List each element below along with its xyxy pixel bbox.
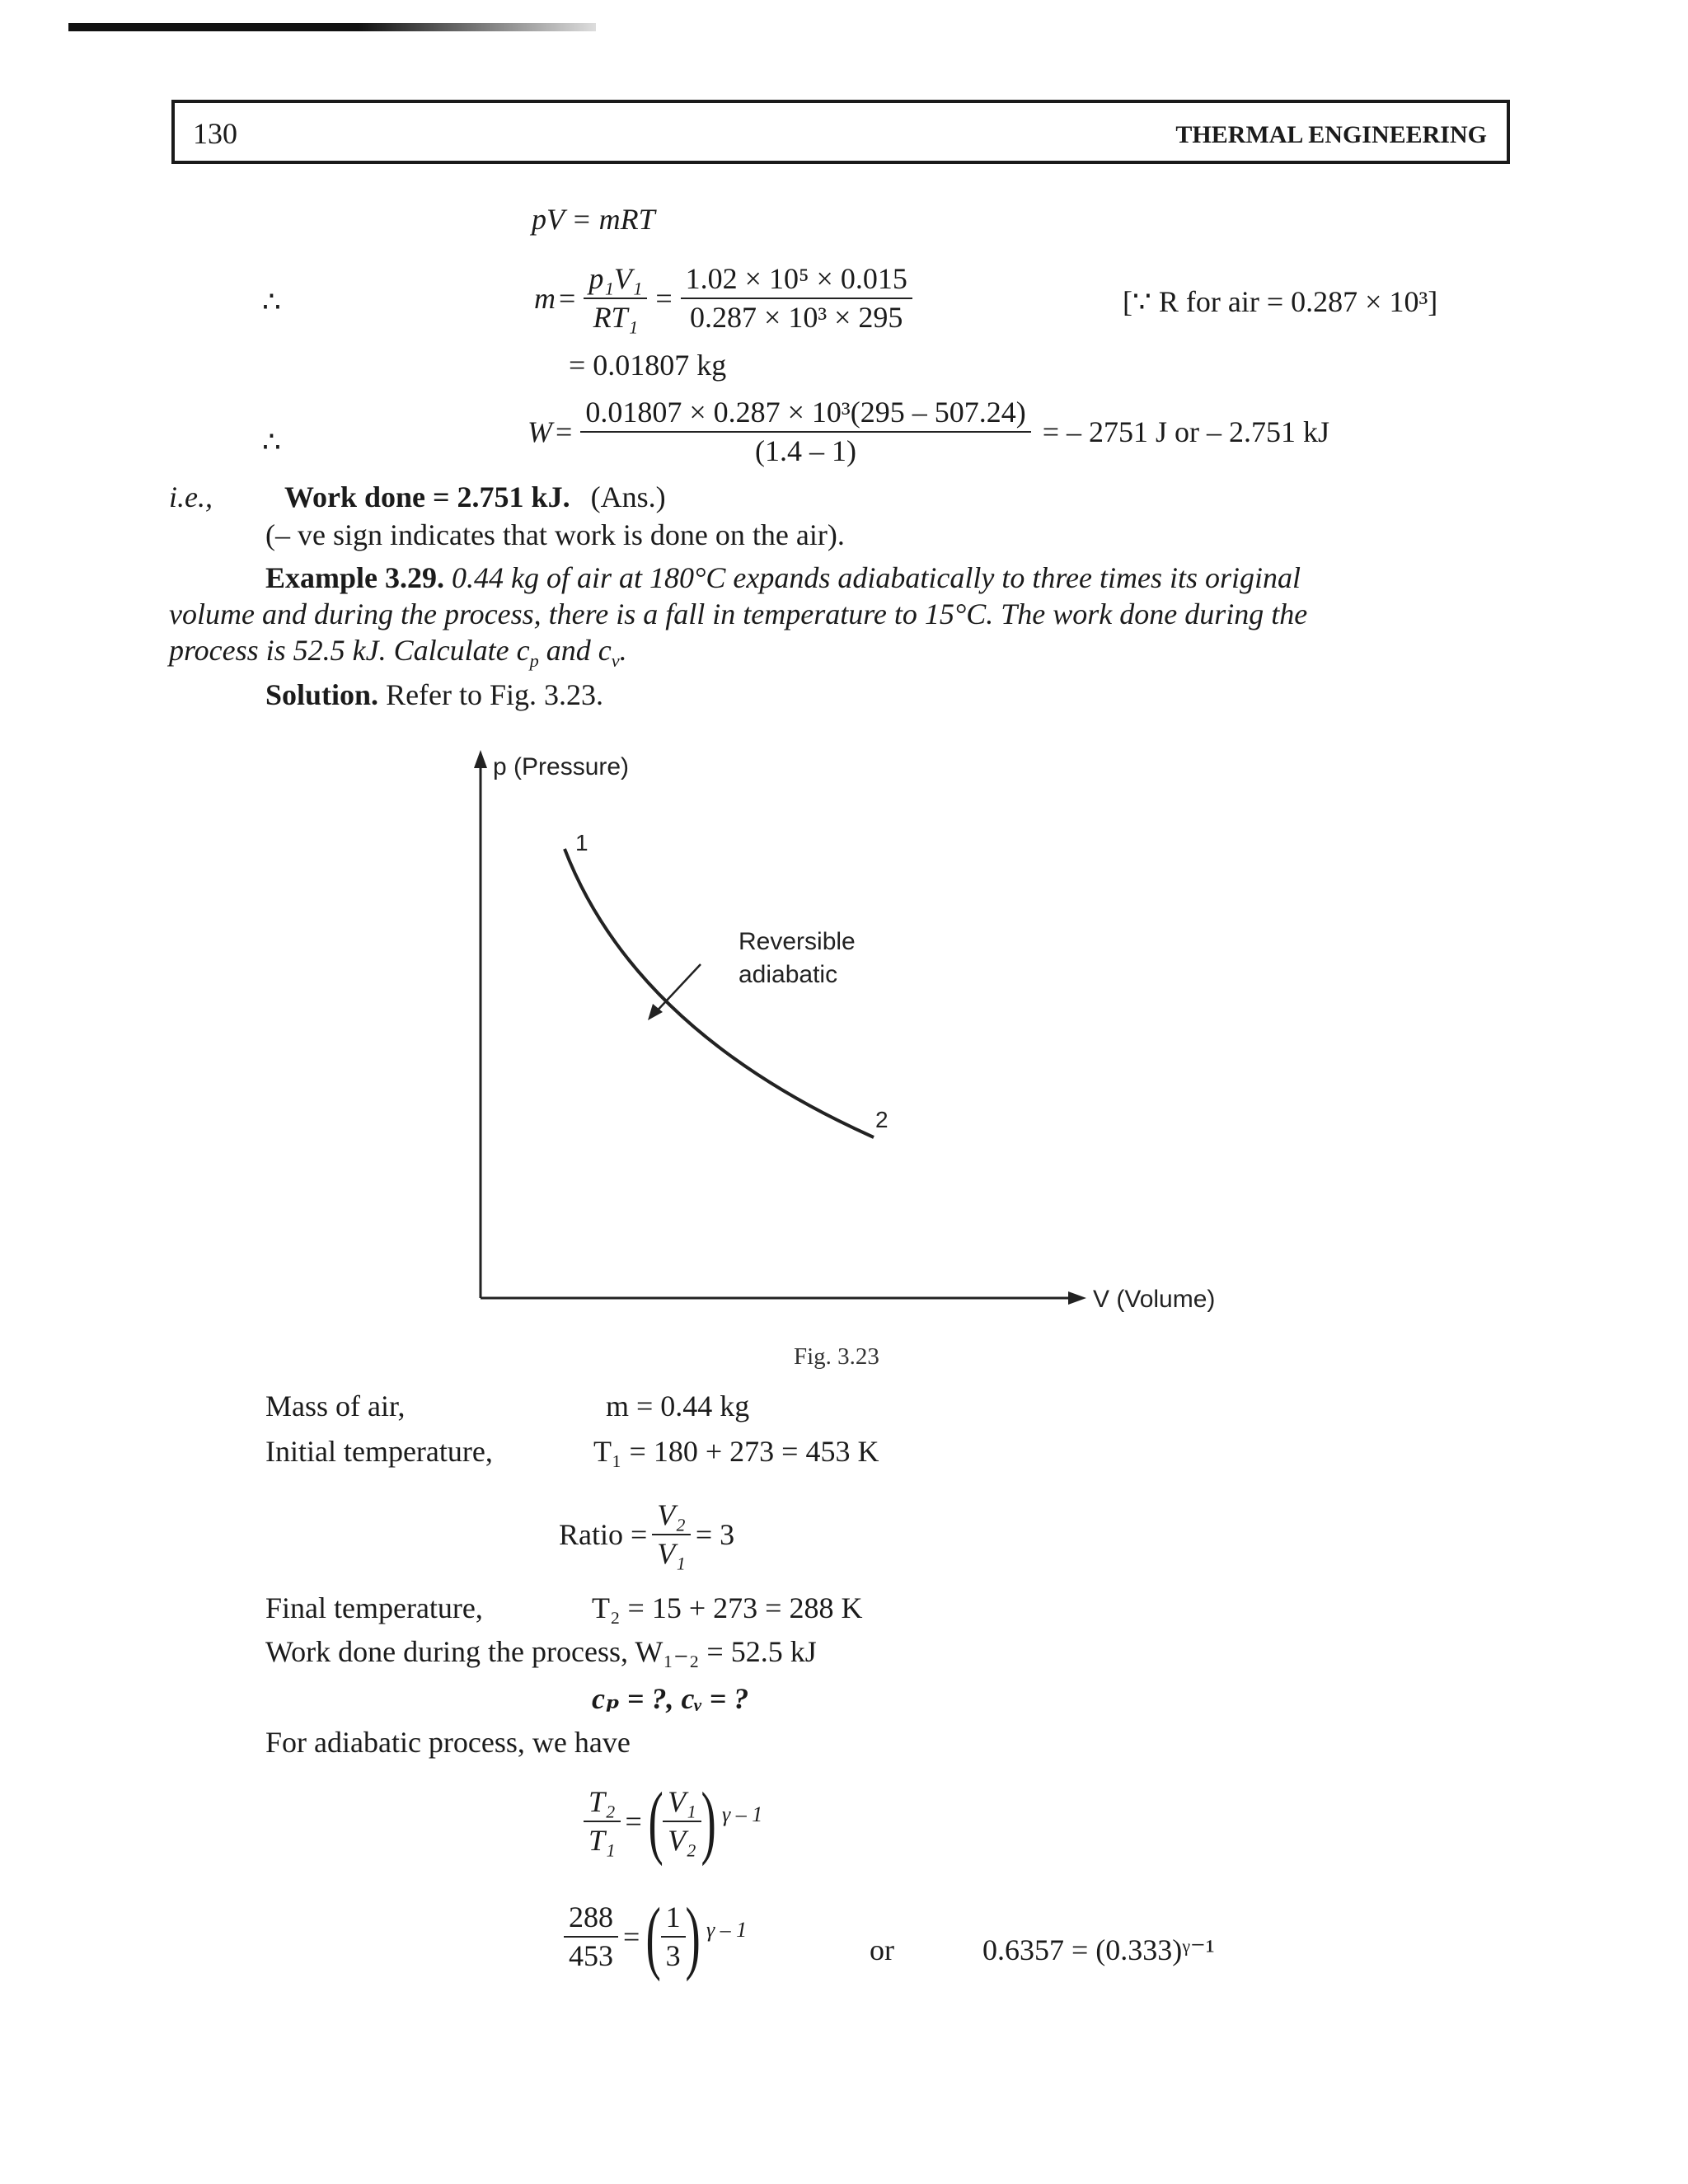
- sign-note: (– ve sign indicates that work is done on the air).: [265, 518, 845, 551]
- example-label: Example 3.29.: [265, 561, 445, 594]
- numeric-result: 0.6357 = (0.333)ᵞ⁻¹: [982, 1933, 1215, 1966]
- example-line-3: [169, 633, 627, 672]
- mass-value: m = 0.44 kg: [606, 1390, 750, 1422]
- work-fraction: [580, 396, 1030, 469]
- adiabatic-relation: $\frac{\text{T₂}}{\text{T₁}}$ = ( $\frac{\text{V₁}}{\text{V₂}}$ ) γ – 1: [579, 1780, 762, 1863]
- subscript: p: [529, 650, 539, 672]
- pv-diagram: [462, 742, 1286, 1335]
- fraction-numerator: p₁V₁: [584, 262, 647, 299]
- final-temperature-value: T₂ = 15 + 273 = 288 K: [592, 1591, 863, 1624]
- work-equation: W = $\frac{\text{0.01807 × 0.287 × 10³(295 – 507.24)}}{(1.4 - 1)}$ = – 2751 J or – 2.751 kJ: [528, 396, 1329, 468]
- ie-label: i.e.,: [169, 480, 213, 513]
- fraction-denominator: RT₁: [593, 301, 639, 335]
- mass-fraction-numeric: [681, 262, 912, 335]
- fraction-numerator: T₂: [584, 1785, 621, 1822]
- state-point-1-label: 1: [575, 830, 588, 855]
- x-axis-label: V (Volume): [1093, 1286, 1216, 1313]
- answer-line: [284, 480, 666, 514]
- solution-label: Solution.: [265, 678, 379, 711]
- example-text: .: [619, 634, 627, 667]
- unknowns-line: cₚ = ?, cᵥ = ?: [592, 1682, 749, 1715]
- fraction-denominator: 3: [665, 1939, 681, 1972]
- top-rule: [68, 23, 596, 31]
- ratio-fraction: [652, 1498, 691, 1572]
- volume-ratio: [559, 1498, 734, 1572]
- fraction-numerator: 0.01807 × 0.287 × 10³(295 – 507.24): [580, 396, 1030, 433]
- mass-result: = 0.01807 kg: [569, 349, 727, 382]
- solution-line: [265, 677, 603, 712]
- fraction-numerator: 1: [661, 1900, 686, 1938]
- example-text: 0.44 kg of air at 180°C expands adiabatically to three times its original: [452, 561, 1301, 594]
- ratio-label: Ratio =: [559, 1518, 648, 1552]
- exponent: γ – 1: [722, 1802, 763, 1826]
- adiabatic-intro: For adiabatic process, we have: [265, 1726, 631, 1759]
- work-done-line: Work done during the process, W₁₋₂ = 52.5 kJ: [265, 1635, 817, 1668]
- fraction-denominator: 0.287 × 10³ × 295: [690, 301, 903, 335]
- solution-text: Refer to Fig. 3.23.: [386, 678, 604, 711]
- fraction-numerator: V₁: [663, 1785, 701, 1822]
- temperature-ratio: [584, 1785, 621, 1858]
- fraction-denominator: V₁: [657, 1537, 686, 1571]
- fraction-denominator: 453: [569, 1939, 613, 1972]
- adiabatic-curve: [565, 849, 874, 1137]
- fraction-numerator: 1.02 × 10⁵ × 0.015: [681, 262, 912, 299]
- temperature-ratio-numeric: [564, 1900, 618, 1974]
- or-word: or: [870, 1933, 894, 1966]
- example-line-2: volume and during the process, there is a fall in temperature to 15°C. The work done during the: [169, 598, 1308, 630]
- initial-temperature-value: T₁ = 180 + 273 = 453 K: [593, 1435, 879, 1468]
- subscript: v: [611, 650, 620, 672]
- fraction-numerator: V₂: [652, 1498, 691, 1535]
- volume-ratio-numeric: [661, 1900, 686, 1974]
- label-leader-line: [653, 964, 701, 1015]
- example-text: process is 52.5 kJ. Calculate c: [169, 634, 530, 667]
- fraction-denominator: (1.4 – 1): [755, 434, 856, 468]
- x-axis-arrowhead: [1068, 1291, 1086, 1305]
- curve-label-line-2: adiabatic: [738, 961, 838, 988]
- gas-constant-note: [∵ R for air = 0.287 × 10³]: [1123, 285, 1438, 318]
- therefore-symbol: ∴: [262, 285, 281, 318]
- mass-label: Mass of air,: [265, 1390, 406, 1422]
- page-header: [171, 100, 1510, 164]
- initial-temperature-label: Initial temperature,: [265, 1435, 493, 1468]
- therefore-symbol: ∴: [262, 425, 281, 458]
- exponent: γ – 1: [706, 1918, 748, 1942]
- fraction-denominator: V₂: [668, 1824, 696, 1857]
- ratio-value: = 3: [695, 1518, 735, 1552]
- answer-tag: (Ans.): [590, 480, 666, 513]
- example-line-1: [265, 560, 1510, 595]
- y-axis-label: p (Pressure): [493, 753, 630, 780]
- work-symbol: W: [528, 415, 552, 449]
- mass-equation: m = $\frac{\text{p₁V₁}}{\text{RT₁}}$ = $\frac{\text{1.02 × 10⁵ × 0.015}}{\text{0.287 × 10³ × 295}}$: [534, 262, 917, 335]
- state-point-2-label: 2: [875, 1107, 889, 1132]
- figure-caption: Fig. 3.23: [794, 1343, 879, 1370]
- final-temperature-label: Final temperature,: [265, 1591, 483, 1624]
- running-title: THERMAL ENGINEERING: [1175, 121, 1487, 148]
- example-text: and c: [538, 634, 612, 667]
- mass-fraction-symbolic: [584, 262, 647, 335]
- curve-label-line-1: Reversible: [738, 928, 856, 955]
- mass-symbol: m: [534, 282, 556, 316]
- work-result: = – 2751 J or – 2.751 kJ: [1042, 415, 1329, 449]
- fraction-numerator: 288: [564, 1900, 618, 1938]
- answer-text: Work done = 2.751 kJ.: [284, 480, 570, 513]
- y-axis-arrowhead: [474, 750, 487, 768]
- fraction-denominator: T₁: [588, 1824, 616, 1857]
- numeric-relation: $\frac{288}{453}$ = ( $\frac{1}{3}$ ) γ – 1: [559, 1896, 747, 1978]
- ideal-gas-equation: pV = mRT: [532, 203, 655, 236]
- page-number: 130: [193, 117, 237, 150]
- volume-ratio-inner: [663, 1785, 701, 1858]
